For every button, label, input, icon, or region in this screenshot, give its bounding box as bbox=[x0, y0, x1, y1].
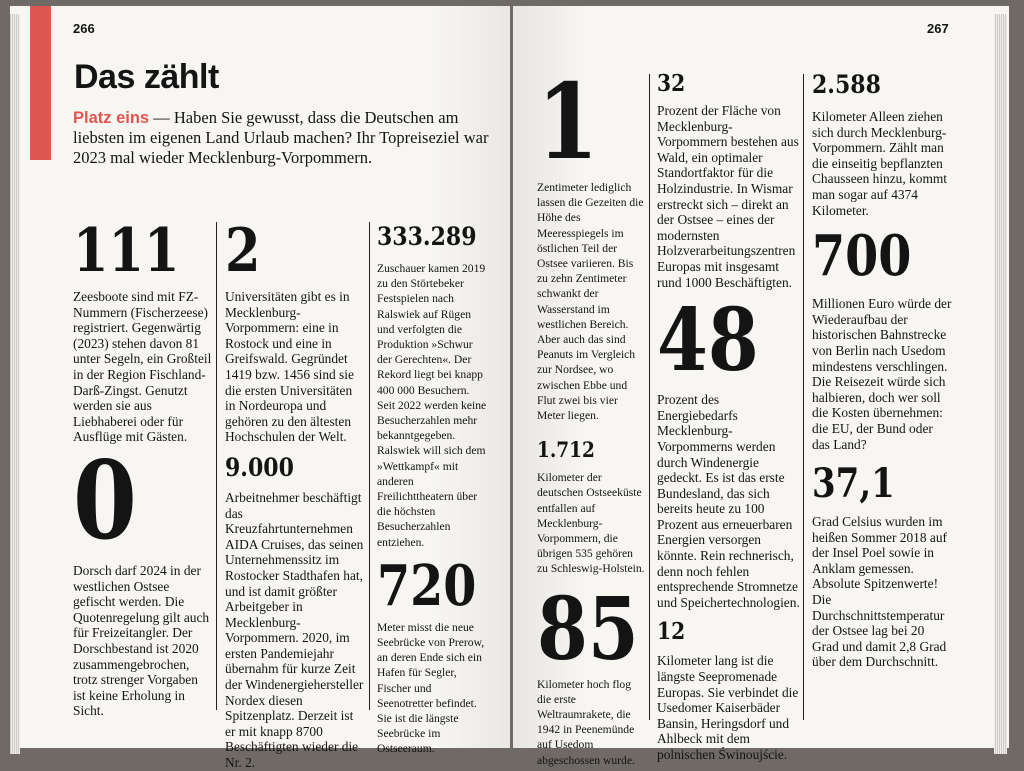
fact-text-2: Universitäten gibt es in Mecklenburg-Vorpommern: eine in Rostock und eine in Greifswald. Gegründet 1419 bzw. 1456 sind sie die ersten Universitäten in Nordeuropa und gehören zu den ältesten Hochschulen der Welt. bbox=[225, 289, 354, 445]
fact-number-9000: 9.000 bbox=[225, 452, 294, 482]
fact-number-700: 700 bbox=[812, 223, 912, 290]
intro-lead: Platz eins bbox=[73, 109, 150, 127]
fact-number-37-1: 37,1 bbox=[812, 460, 895, 508]
fact-number-111: 111 bbox=[73, 216, 180, 286]
right-page bbox=[513, 6, 1009, 767]
fact-text-700: Millionen Euro würde der Wiederaufbau der historischen Bahnstrecke von Berlin nach Usedom mindestens verschlingen. Die Reisezeit würde sich halbieren, doch wer soll die Kosten übernehmen: die EU, der Bund oder das Land? bbox=[812, 296, 952, 452]
fact-column-5 bbox=[657, 72, 800, 763]
fact-text-0: Dorsch darf 2024 in der westlichen Ostsee gefischt werden. Die Quotenregelung gilt auch für Freizeitangler. Der Dorschbestand ist 2020 zusammengebrochen, trotz strenger Vorgaben ist keine Erholung in Sicht. bbox=[73, 562, 210, 719]
fact-number-2: 2 bbox=[225, 216, 261, 286]
fact-number-32: 32 bbox=[657, 70, 686, 97]
fact-text-85: Kilometer hoch flog die erste Weltraumrakete, die 1942 in Peenemünde auf Usedom abgeschossen wurde. bbox=[537, 677, 635, 767]
page-edges-left bbox=[10, 14, 20, 754]
intro-text: — Haben Sie gewusst, dass die Deutschen am liebsten im eigenen Land Urlaub machen? Ihr Topreiseziel war 2023 mal wieder Mecklenburg-Vorpommern. bbox=[73, 108, 489, 167]
fact-number-2588: 2.588 bbox=[812, 70, 881, 99]
column-divider bbox=[803, 74, 804, 720]
fact-text-1712: Kilometer der deutschen Ostseeküste entfallen auf Mecklenburg-Vorpommern, die übrigen 535 gehören zu Schleswig-Holstein. bbox=[537, 471, 645, 576]
fact-text-37-1: Grad Celsius wurden im heißen Sommer 2018 auf der Insel Poel sowie in Anklam gemessen. Absolute Spitzenwerte! Die Durchschnittstemperatur der Ostsee lag bei 20 Grad und damit 2,8 Grad über dem Durchschnitt. bbox=[812, 514, 947, 670]
fact-column-6 bbox=[812, 72, 952, 670]
fact-number-0: 0 bbox=[73, 437, 137, 564]
fact-column-2 bbox=[225, 216, 365, 771]
fact-number-85: 85 bbox=[537, 578, 639, 680]
fact-text-48: Prozent des Energiebedarfs Mecklenburg-Vorpommerns werden durch Windenergie gedeckt. Es ist das erste Bundesland, das sich bereits heute zu 100 Prozent aus erneuerbaren Energien versorgen könnte. Rein rechnerisch, denn noch fehlen entsprechende Stromnetze und Speichertechnologien. bbox=[657, 392, 800, 610]
intro-paragraph bbox=[73, 108, 503, 168]
left-page bbox=[10, 6, 510, 771]
fact-text-32: Prozent der Fläche von Mecklenburg-Vorpommern bestehen aus Wald, ein optimaler Standortfaktor für die Holzindustrie. In Wismar erstreckt sich – direkt an der Ostsee – eines der modernsten Holzverarbeitungszentren Europas mit insgesamt rund 1000 Beschäftigten. bbox=[657, 103, 799, 290]
fact-number-12: 12 bbox=[657, 618, 686, 646]
fact-number-48: 48 bbox=[657, 290, 759, 392]
column-divider bbox=[649, 74, 650, 720]
fact-column-3 bbox=[377, 224, 489, 757]
fact-number-1: 1 bbox=[537, 60, 599, 183]
fact-column-4 bbox=[537, 60, 645, 768]
page-title: Das zählt bbox=[74, 58, 219, 96]
page-edges-right bbox=[994, 14, 1007, 754]
column-divider bbox=[369, 222, 370, 710]
fact-text-1: Zentimeter lediglich lassen die Gezeiten die Höhe des Meeresspiegels im östlichen Teil der Ostsee variieren. Bis zu zehn Zentimeter schwankt der Wasserstand im westlichen Bereich. Aber auch das sind Peanuts im Vergleich zur Nordsee, wo zwischen Ebbe und Flut zwei bis vier Meter liegen. bbox=[537, 181, 644, 423]
fact-text-2588: Kilometer Alleen ziehen sich durch Mecklenburg-Vorpommern. Zählt man die einseitig bepflanzten Chausseen hinzu, kommt man sogar auf 4374 Kilometer. bbox=[812, 109, 948, 218]
fact-text-12: Kilometer lang ist die längste Seepromenade Europas. Sie verbindet die Usedomer Kaiserbäder Bansin, Heringsdorf und Ahlbeck mit dem polnischen Świnoujście. bbox=[657, 653, 799, 762]
fact-column-1 bbox=[73, 216, 213, 719]
fact-number-720: 720 bbox=[377, 552, 477, 619]
fact-number-333289: 333.289 bbox=[377, 222, 477, 251]
red-accent-bar bbox=[30, 6, 51, 160]
column-divider bbox=[216, 222, 217, 710]
fact-text-9000: Arbeitnehmer beschäftigt das Kreuzfahrtunternehmen AIDA Cruises, das seinen Unternehmenssitz im Rostocker Stadthafen hat, und ist damit größter Arbeitgeber in Mecklenburg-Vorpommern. 2020, im ersten Pandemiejahr übernahm für kurze Zeit der Windenergiehersteller Nordex diesen Spitzenplatz. Derzeit ist er mit knapp 8700 Beschäftigten wieder die Nr. 2. bbox=[225, 489, 364, 771]
fact-number-1712: 1.712 bbox=[537, 437, 595, 463]
fact-text-111: Zeesboote sind mit FZ-Nummern (Fischerzeese) registriert. Gegenwärtig (2023) stehen davon 81 unter Segeln, ein Großteil in der Region Fischland-Darß-Zingst. Genutzt werden sie aus Liebhaberei oder für Ausflüge mit Gästen. bbox=[73, 289, 212, 445]
page-number-left: 266 bbox=[73, 21, 95, 36]
fact-text-720: Meter misst die neue Seebrücke von Prerow, an deren Ende sich ein Hafen für Segler, Fischer und Seenotretter befindet. Sie ist die längste Seebrücke im Ostseeraum. bbox=[377, 620, 485, 756]
page-number-right: 267 bbox=[927, 21, 949, 36]
fact-text-333289: Zuschauer kamen 2019 zu den Störtebeker Festspielen nach Ralswiek auf Rügen und verfolgten die Produktion »Schwur der Gerechten«. Der Rekord liegt bei knapp 400 000 Besuchern. Seit 2022 werden keine Besucherzahlen mehr bekanntgegeben. Ralswiek will sich dem »Wettkampf« mit anderen Freilichttheatern über die höchsten Besucherzahlen entziehen. bbox=[377, 262, 487, 549]
